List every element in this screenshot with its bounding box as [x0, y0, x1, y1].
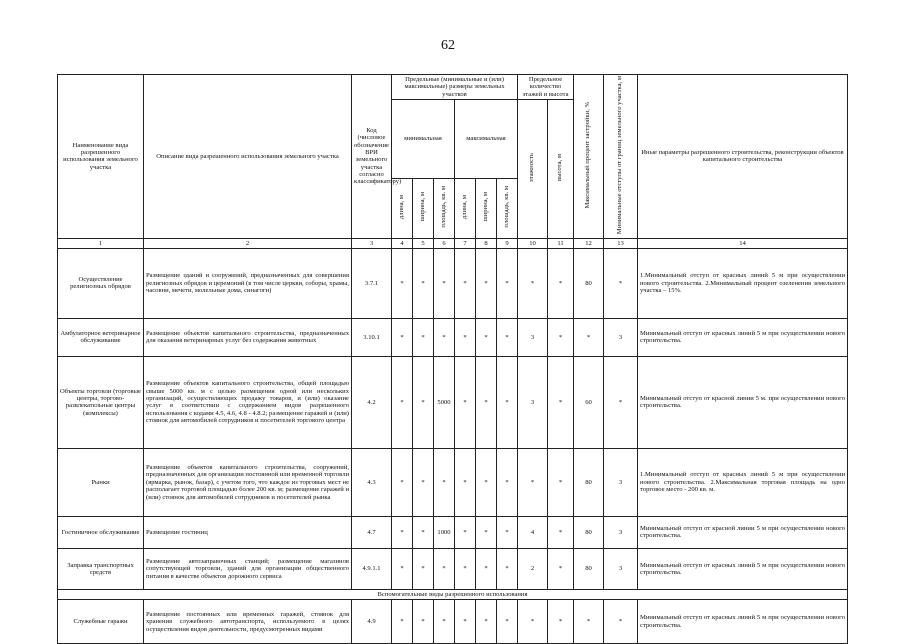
parameter-value: * [518, 248, 548, 318]
parameter-value: * [392, 516, 413, 548]
parameter-value: * [455, 356, 476, 448]
table-body [58, 248, 848, 589]
table-row [58, 548, 848, 589]
land-use-description: Размещение зданий и сооружений, предназначенных для совершения религиозных обрядов и церемоний (в том числе церкви, соборы, храмы, часовни, мечети, молельные дома, синагоги) [144, 248, 352, 318]
land-use-name: Гостиничное обслуживание [58, 516, 144, 548]
parameter-value: * [548, 600, 574, 644]
land-use-description: Размещение гостиниц [144, 516, 352, 548]
page-number: 62 [441, 38, 455, 53]
parameter-value: * [476, 356, 497, 448]
header-description: Описание вида разрешенного использования земельного участка [144, 75, 352, 239]
table-row [58, 516, 848, 548]
parameter-value: * [574, 600, 604, 644]
parameter-value: * [604, 356, 638, 448]
header-min-area: площадь, кв. м [434, 178, 455, 238]
column-number: 5 [413, 238, 434, 248]
parameter-value: * [413, 516, 434, 548]
land-use-name: Служебные гаражи [58, 600, 144, 644]
other-parameters: Минимальный отступ от красных линий 5 м при осуществлении нового строительства. [638, 318, 848, 356]
parameter-value: * [434, 600, 455, 644]
column-number: 4 [392, 238, 413, 248]
parameter-value: 80 [574, 448, 604, 516]
parameter-value: 1000 [434, 516, 455, 548]
column-number: 2 [144, 238, 352, 248]
land-use-code: 4.9 [352, 600, 392, 644]
parameter-value: * [497, 356, 518, 448]
parameter-value: 80 [574, 516, 604, 548]
header-floors-group: Предельное количество этажей и высота [518, 75, 574, 100]
column-number: 9 [497, 238, 518, 248]
parameter-value: 3 [518, 318, 548, 356]
parameter-value: * [476, 318, 497, 356]
header-min-width: ширина, м [413, 178, 434, 238]
land-use-description: Размещение объектов капитального строительства, сооружений, предназначенных для организации постоянной или временной торговли (ярмарка, рынок, базар), с учетом того, что каждое из торговых мест не располагает торговой площадью более 200 кв. м; размещение гаражей и (или) стоянок для автомобилей сотрудников и посетителей рынка [144, 448, 352, 516]
column-number: 6 [434, 238, 455, 248]
parameter-value: * [434, 548, 455, 589]
parameter-value: * [455, 600, 476, 644]
parameter-value: * [434, 318, 455, 356]
parameter-value: * [392, 248, 413, 318]
parameter-value: 5000 [434, 356, 455, 448]
header-floors: этажность [518, 100, 548, 238]
parameter-value: * [604, 600, 638, 644]
parameter-value: * [518, 600, 548, 644]
land-use-name: Объекты торговли (торговые центры, торгово-развлекательные центры (комплексы) [58, 356, 144, 448]
land-use-name: Амбулаторное ветеринарное обслуживание [58, 318, 144, 356]
parameter-value: * [476, 248, 497, 318]
parameter-value: 80 [574, 248, 604, 318]
header-min: минимальная [392, 100, 455, 178]
land-use-description: Размещение автозаправочных станций; размещение магазинов сопутствующей торговли, зданий для организации общественного питания в качестве объектов дорожного сервиса [144, 548, 352, 589]
parameter-value: * [518, 448, 548, 516]
column-number: 11 [548, 238, 574, 248]
column-number: 13 [604, 238, 638, 248]
parameter-value: * [413, 318, 434, 356]
header-setback: Минимальные отступы от границ земельного участка, м [604, 75, 638, 239]
parameter-value: * [455, 548, 476, 589]
land-use-regulations-table [57, 74, 848, 644]
table-row [58, 318, 848, 356]
parameter-value: * [392, 548, 413, 589]
parameter-value: * [392, 318, 413, 356]
parameter-value: 4 [518, 516, 548, 548]
parameter-value: * [497, 548, 518, 589]
land-use-code: 3.7.1 [352, 248, 392, 318]
parameter-value: * [413, 600, 434, 644]
parameter-value: * [392, 356, 413, 448]
parameter-value: * [476, 448, 497, 516]
column-number: 8 [476, 238, 497, 248]
other-parameters: Минимальный отступ от красных линий 5 м при осуществлении нового строительства. [638, 548, 848, 589]
header-height: высота, м [548, 100, 574, 238]
other-parameters: Минимальный отступ от красной линии 5 м при осуществлении нового строительства. [638, 516, 848, 548]
parameter-value: * [548, 318, 574, 356]
parameter-value: 3 [518, 356, 548, 448]
parameter-value: * [604, 248, 638, 318]
table-row [58, 600, 848, 644]
table-row [58, 248, 848, 318]
header-max-length: длина, м [455, 178, 476, 238]
land-use-description: Размещение объектов капитального строительства, предназначенных для оказания ветеринарных услуг без содержания животных [144, 318, 352, 356]
column-number: 3 [352, 238, 392, 248]
header-max-width: ширина, м [476, 178, 497, 238]
parameter-value: * [497, 448, 518, 516]
parameter-value: * [548, 516, 574, 548]
header-size-limits: Предельные (минимальные и (или) максимальные) размеры земельных участков [392, 75, 518, 100]
column-number: 14 [638, 238, 848, 248]
header-name: Наименование вида разрешенного использования земельного участка [58, 75, 144, 239]
column-number: 7 [455, 238, 476, 248]
other-parameters: 1.Минимальный отступ от красных линий 5 м при осуществлении нового строительства. 2.Минимальный процент озеленения земельного участка – 15%. [638, 248, 848, 318]
parameter-value: 3 [604, 548, 638, 589]
parameter-value: * [455, 516, 476, 548]
parameter-value: * [497, 516, 518, 548]
parameter-value: * [455, 448, 476, 516]
parameter-value: * [413, 548, 434, 589]
parameter-value: * [548, 448, 574, 516]
header-min-length: длина, м [392, 178, 413, 238]
parameter-value: 3 [604, 516, 638, 548]
table-row [58, 448, 848, 516]
parameter-value: * [413, 248, 434, 318]
section-title: Вспомогательные виды разрешенного использования [58, 589, 848, 599]
land-use-description: Размещение объектов капитального строительства, общей площадью свыше 5000 кв. м с целью размещения одной или нескольких организаций, осуществляющих продажу товаров, и (или) оказание услуг в соответствии с содержанием видов разрешенного использования с кодами 4.5, 4.6, 4.8 - 4.8.2; размещение гаражей и (или) стоянок для автомобилей сотрудников и посетителей торгового центра [144, 356, 352, 448]
other-parameters: 1.Минимальный отступ от красных линий 5 м при осуществлении нового строительства. 2.Максимальная торговая площадь на одно торговое место - 200 кв. м. [638, 448, 848, 516]
other-parameters: Минимальный отступ от красной линии 5 м. при осуществлении нового строительства. [638, 356, 848, 448]
land-use-code: 4.2 [352, 356, 392, 448]
parameter-value: * [455, 318, 476, 356]
parameter-value: * [476, 516, 497, 548]
auxiliary-rows [58, 600, 848, 644]
table-row [58, 356, 848, 448]
column-numbers-row [58, 238, 848, 248]
parameter-value: 2 [518, 548, 548, 589]
parameter-value: * [574, 318, 604, 356]
parameter-value: * [497, 318, 518, 356]
column-number: 1 [58, 238, 144, 248]
auxiliary-section [58, 589, 848, 599]
land-use-name: Осуществление религиозных обрядов [58, 248, 144, 318]
header-build-percent: Максимальный процент застройки, % [574, 75, 604, 239]
parameter-value: * [476, 600, 497, 644]
parameter-value: * [548, 356, 574, 448]
parameter-value: * [548, 248, 574, 318]
parameter-value: * [413, 448, 434, 516]
parameter-value: * [455, 248, 476, 318]
parameter-value: * [392, 448, 413, 516]
header-max: максимальная [455, 100, 518, 178]
header-max-area: площадь, кв. м [497, 178, 518, 238]
parameter-value: 60 [574, 356, 604, 448]
parameter-value: 3 [604, 318, 638, 356]
header-other-params: Иные параметры разрешенного строительства, реконструкции объектов капитального строительства [638, 75, 848, 239]
table-header [58, 75, 848, 249]
parameter-value: * [497, 600, 518, 644]
parameter-value: 3 [604, 448, 638, 516]
column-number: 10 [518, 238, 548, 248]
parameter-value: * [392, 600, 413, 644]
parameter-value: * [413, 356, 434, 448]
parameter-value: * [497, 248, 518, 318]
land-use-name: Рынки [58, 448, 144, 516]
land-use-code: 4.3 [352, 448, 392, 516]
land-use-code: 3.10.1 [352, 318, 392, 356]
header-code: Код (числовое обозначение ВРИ земельного участка согласно классификатору) [352, 75, 392, 239]
parameter-value: * [434, 248, 455, 318]
parameter-value: * [434, 448, 455, 516]
land-use-description: Размещение постоянных или временных гаражей, стоянок для хранения служебного автотранспорта, используемого в целях осуществления видов деятельности, предусмотренных видами [144, 600, 352, 644]
parameter-value: * [476, 548, 497, 589]
land-use-code: 4.7 [352, 516, 392, 548]
land-use-name: Заправка транспортных средств [58, 548, 144, 589]
parameter-value: 80 [574, 548, 604, 589]
land-use-code: 4.9.1.1 [352, 548, 392, 589]
other-parameters: Минимальный отступ от красных линий 5 м при осуществлении нового строительства. [638, 600, 848, 644]
parameter-value: * [548, 548, 574, 589]
column-number: 12 [574, 238, 604, 248]
